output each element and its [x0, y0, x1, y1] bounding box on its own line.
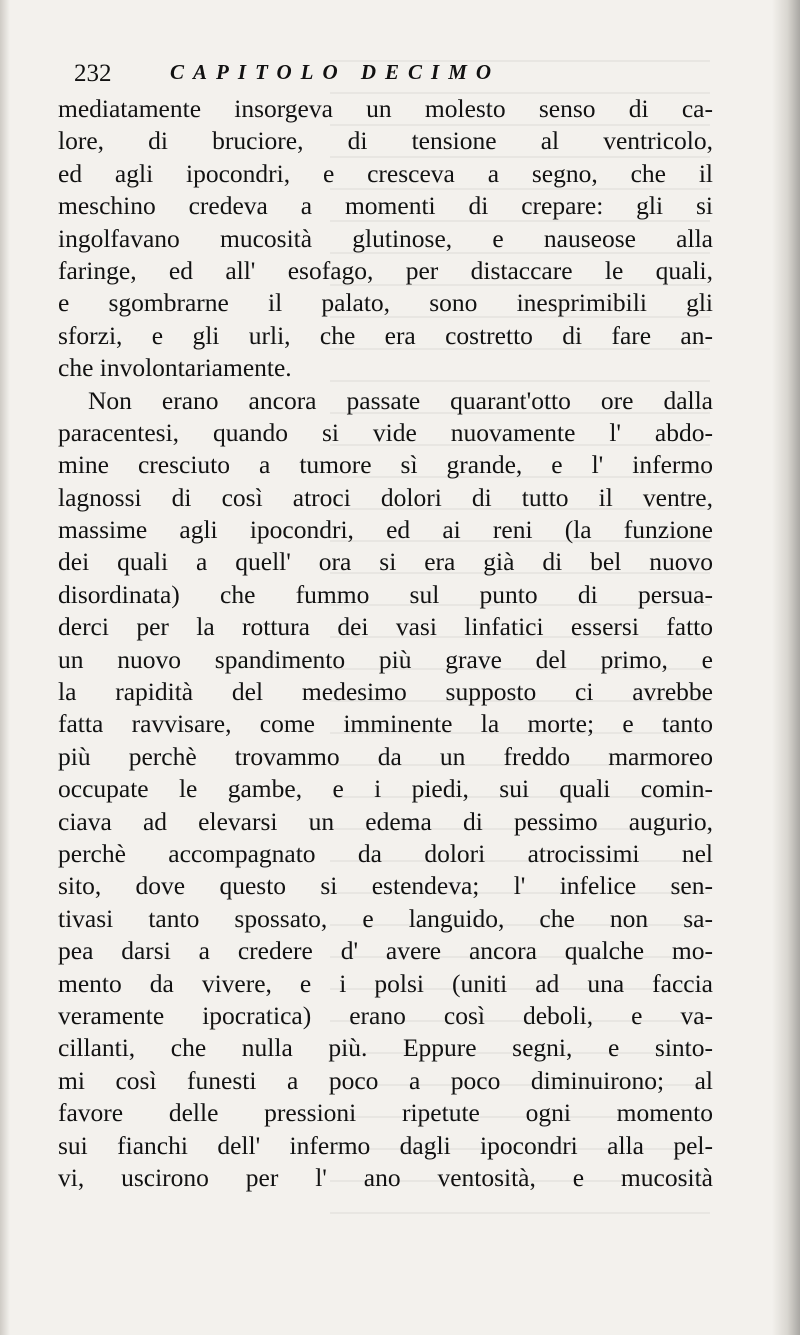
text-line: sforzi, e gli urli, che era costretto di fare an- [58, 320, 713, 350]
text-line: mento da vivere, e i polsi (uniti ad una faccia [58, 968, 713, 998]
text-line: paracentesi, quando si vide nuovamente l' abdo- [58, 417, 713, 447]
body-text [58, 93, 713, 1194]
text-line: sito, dove questo si estendeva; l' infelice sen- [58, 871, 713, 901]
text-line: mine cresciuto a tumore sì grande, e l' infermo [58, 450, 713, 480]
text-line: e sgombrarne il palato, sono inesprimibili gli [58, 288, 713, 318]
text-line: disordinata) che fummo sul punto di persua- [58, 579, 713, 609]
text-line: ingolfavano mucosità glutinose, e nauseose alla [58, 223, 713, 253]
text-line: veramente ipocratica) erano così deboli, e va- [58, 1000, 713, 1030]
text-line: mi così funesti a poco a poco diminuirono; al [58, 1065, 713, 1095]
text-line: fatta ravvisare, come imminente la morte; e tanto [58, 709, 713, 739]
text-line: un nuovo spandimento più grave del primo, e [58, 644, 713, 674]
text-line: perchè accompagnato da dolori atrocissimi nel [58, 838, 713, 868]
text-line: massime agli ipocondri, ed ai reni (la funzione [58, 515, 713, 545]
text-line: la rapidità del medesimo supposto ci avrebbe [58, 677, 713, 707]
text-line: cillanti, che nulla più. Eppure segni, e sinto- [58, 1033, 713, 1063]
text-line-paragraph-end: che involontariamente. [58, 353, 292, 383]
text-line: lagnossi di così atroci dolori di tutto il ventre, [58, 482, 713, 512]
running-title: CAPITOLO DECIMO [170, 60, 501, 84]
text-line: tivasi tanto spossato, e languido, che non sa- [58, 903, 713, 933]
text-line: vi, uscirono per l' ano ventosità, e mucosità [58, 1162, 713, 1192]
text-line: ciava ad elevarsi un edema di pessimo augurio, [58, 806, 713, 836]
page-number: 232 [74, 60, 112, 87]
text-line-paragraph-start: Non erano ancora passate quarant'otto ore dalla [88, 385, 713, 415]
text-line: più perchè trovammo da un freddo marmoreo [58, 741, 713, 771]
text-line: derci per la rottura dei vasi linfatici essersi fatto [58, 612, 713, 642]
text-line: pea darsi a credere d' avere ancora qualche mo- [58, 936, 713, 966]
page-right-edge-shadow [772, 0, 800, 1335]
text-line: occupate le gambe, e i piedi, sui quali comin- [58, 774, 713, 804]
page-header [74, 58, 714, 92]
text-line: sui fianchi dell' infermo dagli ipocondri alla pel- [58, 1130, 713, 1160]
text-line: lore, di bruciore, di tensione al ventricolo, [58, 126, 713, 156]
text-line: mediatamente insorgeva un molesto senso di ca- [58, 94, 713, 123]
text-line: ed agli ipocondri, e cresceva a segno, che il [58, 158, 713, 188]
text-line: dei quali a quell' ora si era già di bel nuovo [58, 547, 713, 577]
text-line: faringe, ed all' esofago, per distaccare le quali, [58, 255, 713, 285]
text-line: meschino credeva a momenti di crepare: gli si [58, 191, 713, 221]
text-line: favore delle pressioni ripetute ogni momento [58, 1098, 713, 1128]
page-left-edge-shadow [0, 0, 10, 1335]
